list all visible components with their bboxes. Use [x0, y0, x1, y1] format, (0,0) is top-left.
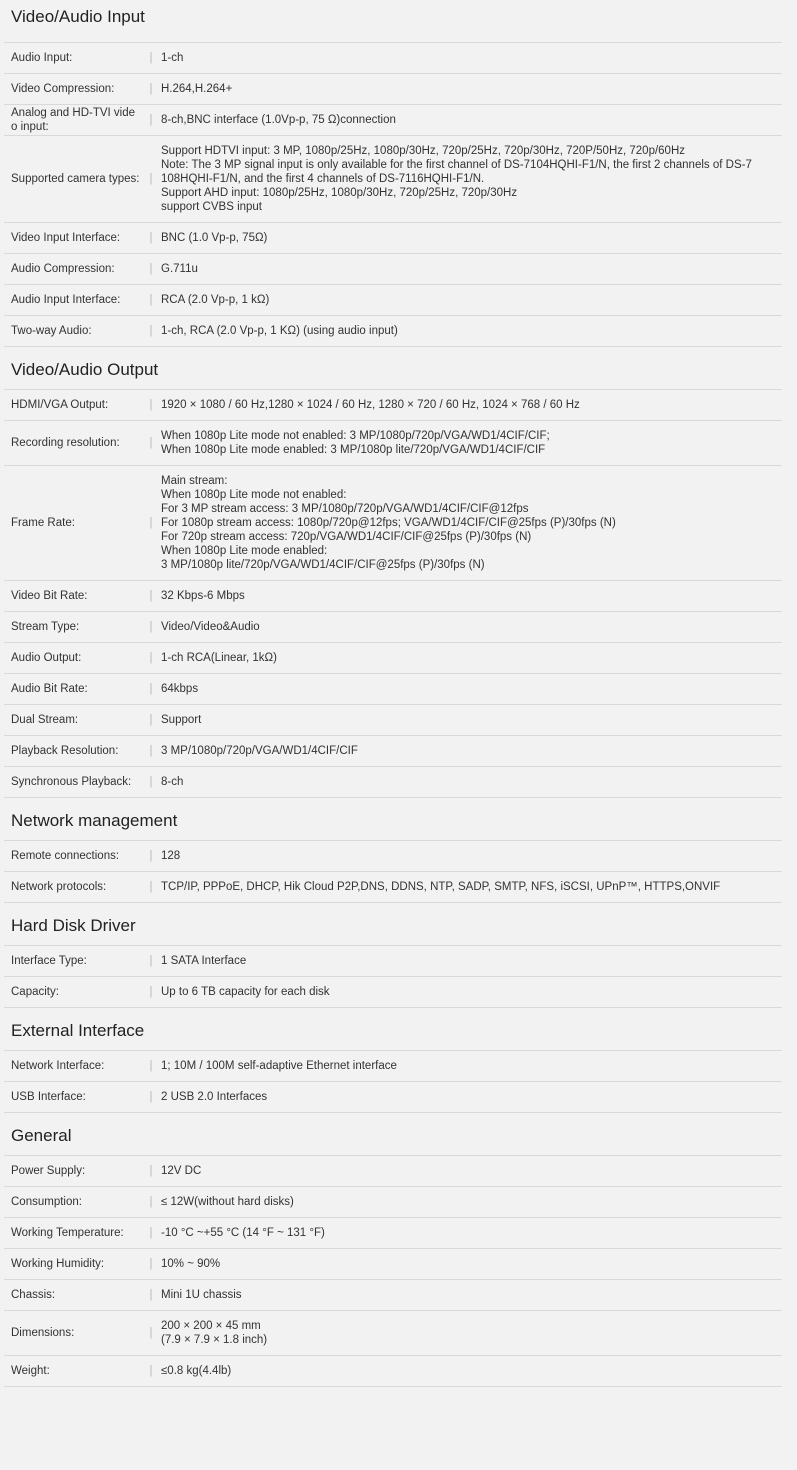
spec-value-line: 1; 10M / 100M self-adaptive Ethernet interface [161, 1060, 397, 1072]
spec-value-line: 2 USB 2.0 Interfaces [161, 1091, 268, 1103]
row-separator: | [149, 173, 153, 185]
spec-value [161, 474, 782, 572]
spec-row [4, 105, 782, 136]
spec-label: Video Compression: [11, 83, 115, 95]
row-separator: | [149, 621, 153, 633]
section-title: Video/Audio Output [4, 347, 782, 390]
spec-section [4, 798, 782, 903]
spec-row [4, 421, 782, 466]
spec-value [161, 113, 782, 127]
spec-label: Supported camera types: [11, 173, 140, 185]
spec-value-line: 10% ~ 90% [161, 1258, 221, 1270]
spec-label: Working Humidity: [11, 1258, 105, 1270]
spec-value-line: Support AHD input: 1080p/25Hz, 1080p/30Hz, 720p/25Hz, 720p/30Hz [161, 187, 518, 199]
spec-label: Audio Output: [11, 652, 82, 664]
row-separator: | [149, 1060, 153, 1072]
spec-label: Remote connections: [11, 850, 120, 862]
spec-value-line: ≤ 12W(without hard disks) [161, 1196, 294, 1208]
spec-label: Audio Input: [11, 52, 73, 64]
section-title: Hard Disk Driver [4, 903, 782, 946]
spec-value-line: Note: The 3 MP signal input is only available for the first channel of DS-7104HQHI-F1/N, the first 2 channels of DS-7 [161, 159, 752, 171]
spec-value-line: 8-ch,BNC interface (1.0Vp-p, 75 Ω)connection [161, 114, 396, 126]
row-separator: | [149, 745, 153, 757]
spec-row [4, 946, 782, 977]
spec-value-line: Video/Video&Audio [161, 621, 260, 633]
spec-label: Weight: [11, 1365, 50, 1377]
spec-label: Interface Type: [11, 955, 87, 967]
row-separator: | [149, 1091, 153, 1103]
row-separator: | [149, 850, 153, 862]
spec-value [161, 324, 782, 338]
spec-value-line: Mini 1U chassis [161, 1289, 242, 1301]
spec-row [4, 674, 782, 705]
spec-section [4, 347, 782, 798]
spec-value [161, 713, 782, 727]
spec-value-line: When 1080p Lite mode enabled: [161, 545, 328, 557]
spec-value [161, 1059, 782, 1073]
spec-label: HDMI/VGA Output: [11, 399, 109, 411]
spec-label: Audio Input Interface: [11, 294, 121, 306]
row-separator: | [149, 1258, 153, 1270]
spec-label: Dimensions: [11, 1327, 75, 1339]
spec-value-line: 3 MP/1080p/720p/VGA/WD1/4CIF/CIF [161, 745, 358, 757]
spec-value [161, 429, 782, 457]
spec-value [161, 620, 782, 634]
spec-row [4, 1082, 782, 1113]
spec-value [161, 985, 782, 999]
spec-row [4, 466, 782, 581]
spec-row [4, 1356, 782, 1387]
spec-value [161, 1319, 782, 1347]
spec-value [161, 1257, 782, 1271]
row-separator: | [149, 1227, 153, 1239]
spec-value-line: 200 × 200 × 45 mm [161, 1320, 261, 1332]
row-separator: | [149, 437, 153, 449]
spec-value-line: 1920 × 1080 / 60 Hz,1280 × 1024 / 60 Hz, 1280 × 720 / 60 Hz, 1024 × 768 / 60 Hz [161, 399, 580, 411]
spec-row [4, 841, 782, 872]
row-separator: | [149, 776, 153, 788]
spec-value-line: 1-ch [161, 52, 184, 64]
spec-row [4, 1249, 782, 1280]
spec-value-line: 108HQHI-F1/N, and the first 4 channels of DS-7116HQHI-F1/N. [161, 173, 485, 185]
spec-row [4, 767, 782, 798]
spec-value [161, 1226, 782, 1240]
spec-label: Video Bit Rate: [11, 590, 88, 602]
spec-row [4, 1187, 782, 1218]
spec-value-line: Main stream: [161, 475, 228, 487]
spec-label: Frame Rate: [11, 517, 75, 529]
spec-value [161, 293, 782, 307]
spec-row [4, 223, 782, 254]
section-title: General [4, 1113, 782, 1156]
spec-value-line: -10 °C ~+55 °C (14 °F ~ 131 °F) [161, 1227, 325, 1239]
row-separator: | [149, 881, 153, 893]
row-separator: | [149, 652, 153, 664]
spec-row [4, 74, 782, 105]
spec-value [161, 398, 782, 412]
row-separator: | [149, 294, 153, 306]
spec-value-line: 1-ch RCA(Linear, 1kΩ) [161, 652, 277, 664]
row-separator: | [149, 83, 153, 95]
spec-section [4, 903, 782, 1008]
row-separator: | [149, 1196, 153, 1208]
spec-row [4, 581, 782, 612]
spec-row [4, 1156, 782, 1187]
spec-table [4, 0, 797, 1387]
row-separator: | [149, 1327, 153, 1339]
spec-label: Audio Bit Rate: [11, 683, 88, 695]
spec-value-line: 64kbps [161, 683, 199, 695]
row-separator: | [149, 590, 153, 602]
spec-value-line: For 720p stream access: 720p/VGA/WD1/4CIF/CIF@25fps (P)/30fps (N) [161, 531, 532, 543]
spec-value-line: Support HDTVI input: 3 MP, 1080p/25Hz, 1080p/30Hz, 720p/25Hz, 720p/30Hz, 720P/50Hz, 720p/60Hz [161, 145, 686, 157]
spec-value [161, 1195, 782, 1209]
spec-value-line: 12V DC [161, 1165, 202, 1177]
spec-label: Power Supply: [11, 1165, 86, 1177]
spec-label: Working Temperature: [11, 1227, 124, 1239]
spec-row [4, 977, 782, 1008]
spec-value [161, 775, 782, 789]
row-separator: | [149, 325, 153, 337]
spec-value-line: RCA (2.0 Vp-p, 1 kΩ) [161, 294, 270, 306]
spec-value-line: ≤0.8 kg(4.4lb) [161, 1365, 232, 1377]
row-separator: | [149, 232, 153, 244]
row-separator: | [149, 955, 153, 967]
spec-row [4, 285, 782, 316]
spec-value-line: 32 Kbps-6 Mbps [161, 590, 245, 602]
spec-value [161, 1090, 782, 1104]
spec-row [4, 643, 782, 674]
spec-value-line: 1-ch, RCA (2.0 Vp-p, 1 KΩ) (using audio input) [161, 325, 398, 337]
spec-row [4, 1280, 782, 1311]
spec-value-line: 3 MP/1080p lite/720p/VGA/WD1/4CIF/CIF@25fps (P)/30fps (N) [161, 559, 485, 571]
spec-value [161, 1288, 782, 1302]
spec-label: Playback Resolution: [11, 745, 119, 757]
spec-value-line: For 3 MP stream access: 3 MP/1080p/720p/VGA/WD1/4CIF/CIF@12fps [161, 503, 529, 515]
spec-value-line: When 1080p Lite mode enabled: 3 MP/1080p lite/720p/VGA/WD1/4CIF/CIF [161, 444, 546, 456]
spec-section [4, 0, 782, 347]
spec-value-line: Support [161, 714, 202, 726]
spec-value-line: 1 SATA Interface [161, 955, 247, 967]
spec-row [4, 612, 782, 643]
spec-row [4, 390, 782, 421]
spec-value-line: support CVBS input [161, 201, 263, 213]
spec-value [161, 682, 782, 696]
section-title: Video/Audio Input [4, 0, 782, 43]
spec-row [4, 1311, 782, 1356]
row-separator: | [149, 114, 153, 126]
spec-value [161, 51, 782, 65]
spec-row [4, 1051, 782, 1082]
spec-value [161, 589, 782, 603]
spec-label: USB Interface: [11, 1091, 86, 1103]
spec-label: Stream Type: [11, 621, 80, 633]
spec-row [4, 136, 782, 223]
spec-value-line: H.264,H.264+ [161, 83, 233, 95]
spec-row [4, 736, 782, 767]
spec-value-line: For 1080p stream access: 1080p/720p@12fps; VGA/WD1/4CIF/CIF@25fps (P)/30fps (N) [161, 517, 616, 529]
row-separator: | [149, 1165, 153, 1177]
spec-value [161, 954, 782, 968]
spec-label: Video Input Interface: [11, 232, 121, 244]
spec-value [161, 651, 782, 665]
spec-value [161, 1364, 782, 1378]
spec-section [4, 1008, 782, 1113]
spec-value-line: When 1080p Lite mode not enabled: [161, 489, 347, 501]
spec-value [161, 231, 782, 245]
spec-row [4, 872, 782, 903]
spec-label: Dual Stream: [11, 714, 79, 726]
spec-section [4, 1113, 782, 1387]
section-title: External Interface [4, 1008, 782, 1051]
spec-value-line: BNC (1.0 Vp-p, 75Ω) [161, 232, 268, 244]
spec-label: Network protocols: [11, 881, 107, 893]
row-separator: | [149, 1365, 153, 1377]
section-title: Network management [4, 798, 782, 841]
spec-value [161, 880, 782, 894]
spec-label: Capacity: [11, 986, 59, 998]
row-separator: | [149, 1289, 153, 1301]
row-separator: | [149, 986, 153, 998]
spec-value-line: When 1080p Lite mode not enabled: 3 MP/1080p/720p/VGA/WD1/4CIF/CIF; [161, 430, 550, 442]
row-separator: | [149, 399, 153, 411]
row-separator: | [149, 683, 153, 695]
spec-value-line: Up to 6 TB capacity for each disk [161, 986, 330, 998]
spec-value [161, 1164, 782, 1178]
spec-label: Analog and HD-TVI vide o input: [11, 107, 136, 133]
row-separator: | [149, 52, 153, 64]
spec-row [4, 254, 782, 285]
row-separator: | [149, 517, 153, 529]
spec-value-line: (7.9 × 7.9 × 1.8 inch) [161, 1334, 268, 1346]
spec-value [161, 744, 782, 758]
spec-label: Recording resolution: [11, 437, 120, 449]
spec-label: Synchronous Playback: [11, 776, 132, 788]
spec-row [4, 316, 782, 347]
spec-row [4, 705, 782, 736]
spec-row [4, 43, 782, 74]
row-separator: | [149, 263, 153, 275]
spec-value [161, 82, 782, 96]
spec-value-line: G.711u [161, 263, 198, 275]
spec-label: Consumption: [11, 1196, 82, 1208]
spec-label: Network Interface: [11, 1060, 105, 1072]
spec-label: Two-way Audio: [11, 325, 92, 337]
spec-value-line: 128 [161, 850, 181, 862]
row-separator: | [149, 714, 153, 726]
spec-value [161, 144, 782, 214]
spec-value [161, 849, 782, 863]
spec-value-line: TCP/IP, PPPoE, DHCP, Hik Cloud P2P,DNS, DDNS, NTP, SADP, SMTP, NFS, iSCSI, UPnP™, HTTPS,ONVIF [161, 881, 721, 893]
spec-value-line: 8-ch [161, 776, 184, 788]
spec-label: Audio Compression: [11, 263, 115, 275]
spec-value [161, 262, 782, 276]
spec-row [4, 1218, 782, 1249]
spec-label: Chassis: [11, 1289, 56, 1301]
